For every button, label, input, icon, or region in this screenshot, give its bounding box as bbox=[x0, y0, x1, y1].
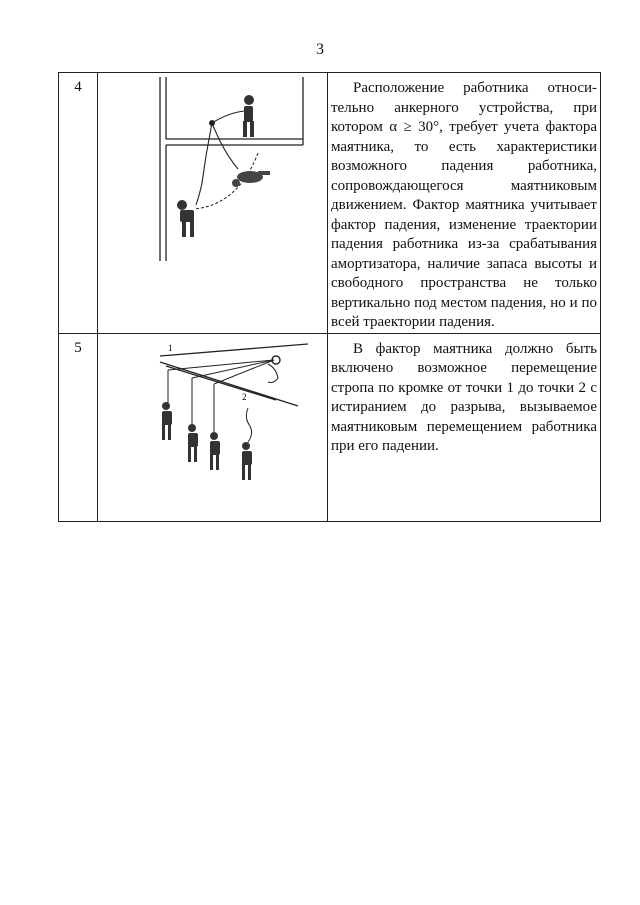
row-description bbox=[328, 333, 601, 521]
row-number: 5 bbox=[59, 333, 98, 521]
building-outline bbox=[160, 77, 303, 261]
worker-hanging bbox=[177, 200, 194, 237]
page-number: 3 bbox=[316, 41, 324, 58]
table-row bbox=[59, 333, 601, 521]
row-description bbox=[328, 73, 601, 334]
row-description-text: Расположение работника относи-тельно анкерного устройства, при котором α ≥ 30°, требует учета фактора маятника, то есть характеристики возможного падения работника, сопровождающегося маятниковым движением. Фактор маятника учитывает фактор падения, изменение траектории падения работника из-за срабатывания амортизатора, наличие запаса высоты и свободного пространства не только вертикально под местом падения, но и по всей траектории падения. bbox=[331, 80, 597, 330]
table-row bbox=[59, 73, 601, 334]
anchor-strap bbox=[268, 364, 278, 383]
figure-label-1: 1 bbox=[168, 342, 173, 353]
figure-label-2: 2 bbox=[242, 391, 247, 402]
worker-1 bbox=[162, 402, 172, 440]
lanyard-lines bbox=[168, 360, 274, 442]
worker-falling bbox=[232, 171, 270, 187]
row-description-text: В фактор маятника должно быть включено возможное перемещение стропа по кромке от точки 1 до точки 2 с истиранием до разрыва, вызываемое маятниковым перемещением работника при его падении. bbox=[331, 340, 597, 454]
row-number: 4 bbox=[59, 73, 98, 334]
pendulum-fall-illustration bbox=[98, 73, 327, 307]
figure-cell bbox=[98, 333, 328, 521]
figure-cell bbox=[98, 73, 328, 334]
edge-beam bbox=[160, 344, 308, 406]
worker-standing bbox=[243, 95, 254, 137]
worker-4 bbox=[242, 442, 252, 480]
lanyard-lines bbox=[196, 111, 244, 205]
worker-3 bbox=[210, 432, 220, 470]
worker-2 bbox=[188, 424, 198, 462]
edge-abrasion-illustration bbox=[98, 334, 327, 514]
document-table bbox=[58, 72, 601, 522]
